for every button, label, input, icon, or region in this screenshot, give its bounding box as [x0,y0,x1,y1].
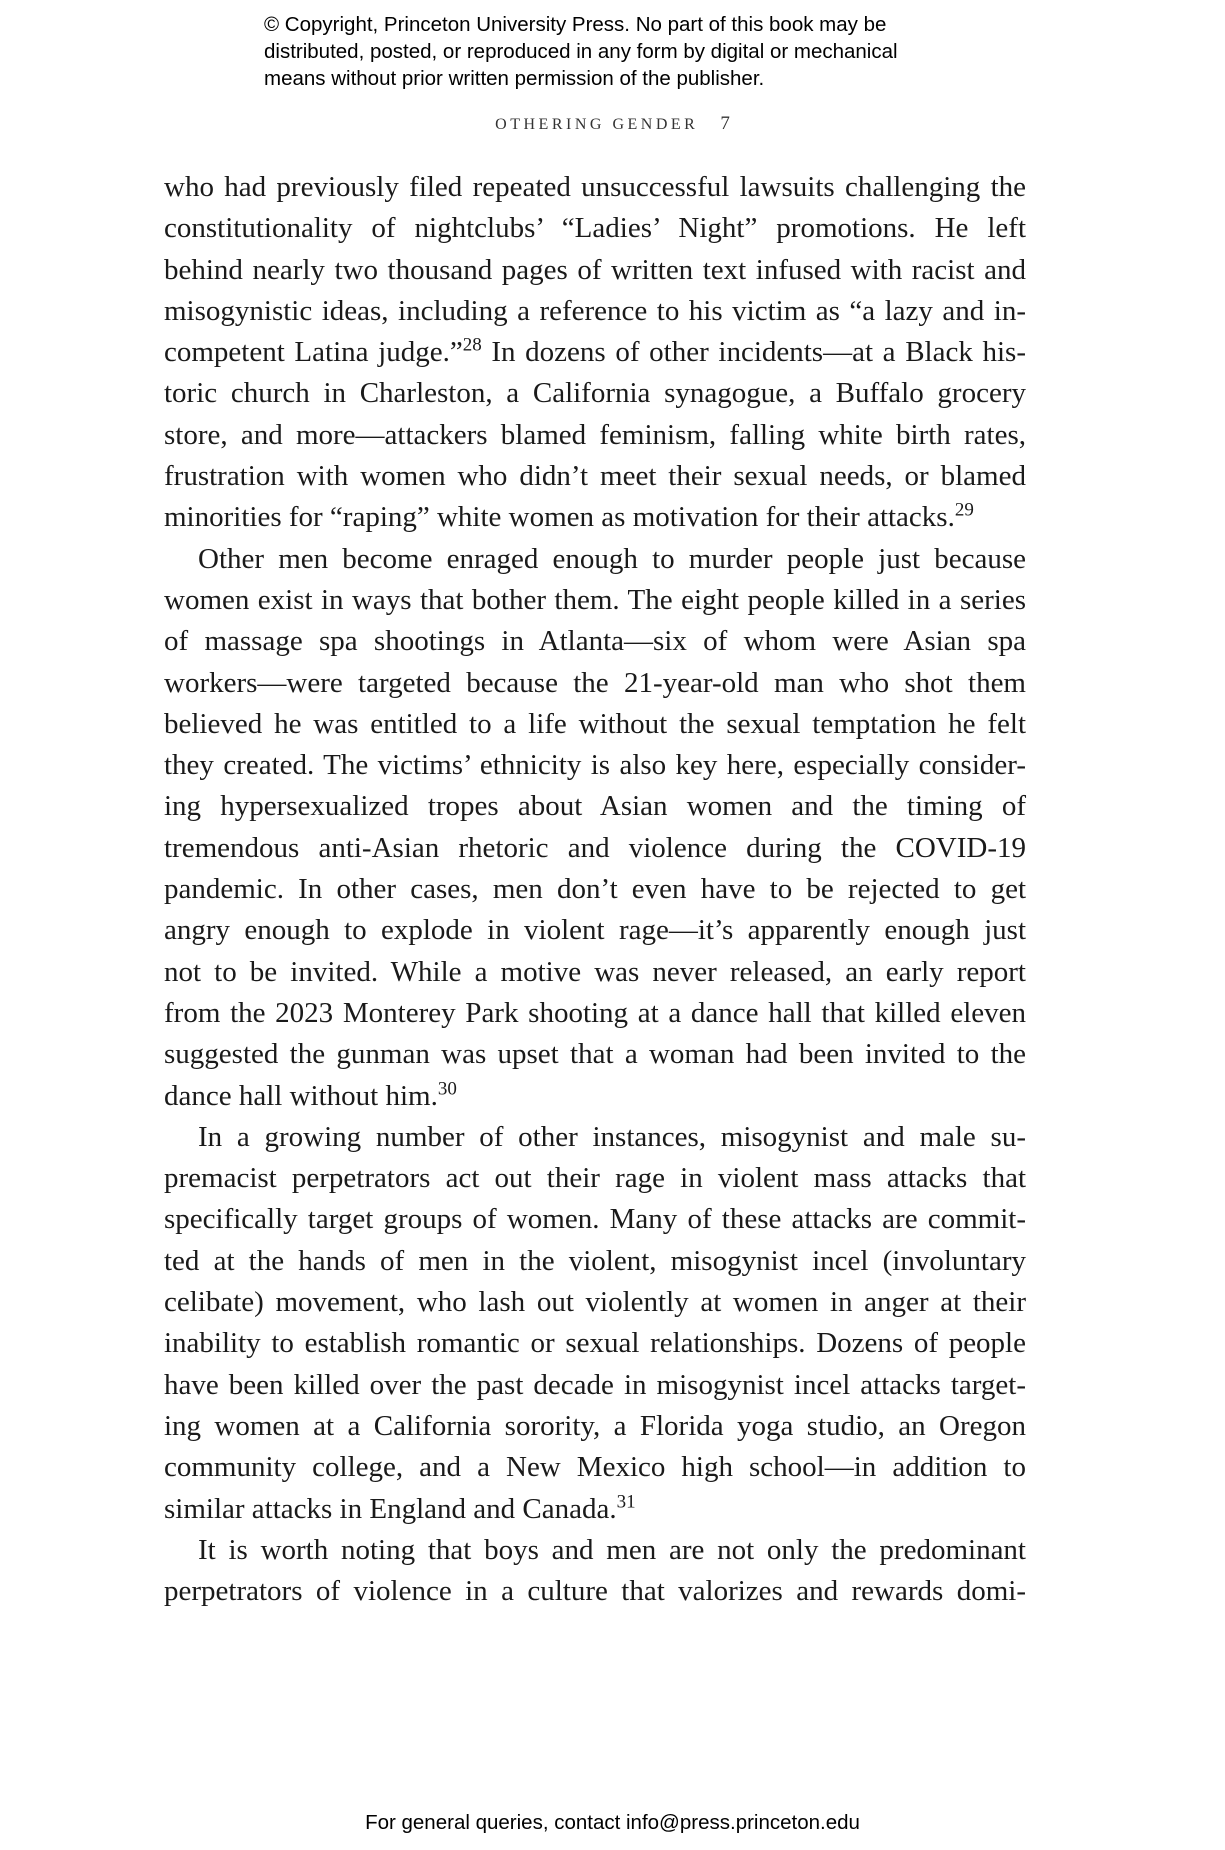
running-head [0,113,1225,135]
text-line: ing hypersexualized tropes about Asian women and the timing of [164,790,1026,823]
text-line: suggested the gunman was upset that a woman had been invited to the [164,1038,1026,1071]
paragraph [164,539,1026,1117]
text-line: not to be invited. While a motive was never released, an early report [164,955,1026,988]
text-line: store, and more—attackers blamed feminism, falling white birth rates, [164,418,1026,451]
text-line: premacist perpetrators act out their rage in violent mass attacks that [164,1162,1026,1195]
paragraph [164,1117,1026,1530]
footnote-marker[interactable]: 29 [954,499,974,521]
text-line: frustration with women who didn’t meet their sexual needs, or blamed [164,460,1026,493]
text-line: Other men become enraged enough to murder people just because [198,542,1026,575]
text-line: ing women at a California sorority, a Florida yoga studio, an Oregon [164,1409,1026,1442]
text-line: they created. The victims’ ethnicity is also key here, especially consider- [164,749,1026,782]
text-segment: minorities for “raping” white women as motivation for their attacks. [164,501,955,534]
text-line: of massage spa shootings in Atlanta—six of whom were Asian spa [164,625,1026,658]
text-segment: competent Latina judge.” [164,336,463,369]
text-line: pandemic. In other cases, men don’t even have to be rejected to get [164,873,1026,906]
text-line [164,1076,1026,1117]
text-line: women exist in ways that bother them. The eight people killed in a series [164,583,1026,616]
footnote-marker[interactable]: 30 [437,1078,457,1100]
text-line [164,497,1026,538]
footnote-marker[interactable]: 28 [462,334,482,356]
page-number: 7 [720,113,730,134]
copyright-line: distributed, posted, or reproduced in any form by digital or mechanical [264,40,898,63]
body-text [164,167,1026,1612]
text-line [164,332,1026,373]
text-line: behind nearly two thousand pages of written text infused with racist and [164,253,1026,286]
copyright-notice [264,11,1024,92]
text-line: tremendous anti-Asian rhetoric and violence during the COVID-19 [164,831,1026,864]
chapter-title: OTHERING GENDER [495,116,699,133]
footer-contact: For general queries, contact info@press.princeton.edu [365,1811,860,1834]
text-line: specifically target groups of women. Many of these attacks are commit- [164,1203,1026,1236]
text-line [164,1489,1026,1530]
text-line: misogynistic ideas, including a reference to his victim as “a lazy and in- [164,294,1026,327]
paragraph [164,167,1026,539]
text-line: have been killed over the past decade in misogynist incel attacks target- [164,1368,1026,1401]
text-line: perpetrators of violence in a culture that valorizes and rewards domi- [164,1575,1026,1608]
text-line: believed he was entitled to a life without the sexual temptation he felt [164,707,1026,740]
text-line: workers—were targeted because the 21-year-old man who shot them [164,666,1026,699]
text-line: constitutionality of nightclubs’ “Ladies’ Night” promotions. He left [164,212,1026,245]
text-line: angry enough to explode in violent rage—it’s apparently enough just [164,914,1026,947]
text-line: toric church in Charleston, a California synagogue, a Buffalo grocery [164,377,1026,410]
text-line: who had previously filed repeated unsuccessful lawsuits challenging the [164,171,1026,203]
text-line: from the 2023 Monterey Park shooting at a dance hall that killed eleven [164,996,1026,1029]
text-segment: dance hall without him. [164,1079,438,1112]
copyright-line: © Copyright, Princeton University Press. No part of this book may be [264,13,887,36]
text-line: inability to establish romantic or sexual relationships. Dozens of people [164,1327,1026,1360]
text-segment: In dozens of other incidents—at a Black his- [481,336,1026,369]
copyright-line: means without prior written permission of the publisher. [264,67,765,90]
paragraph [164,1530,1026,1613]
text-line: community college, and a New Mexico high school—in addition to [164,1451,1026,1484]
text-line: celibate) movement, who lash out violently at women in anger at their [164,1286,1026,1319]
text-segment: similar attacks in England and Canada. [164,1492,617,1525]
text-line: ted at the hands of men in the violent, misogynist incel (involuntary [164,1244,1026,1277]
footnote-marker[interactable]: 31 [616,1491,636,1513]
text-line: In a growing number of other instances, misogynist and male su- [198,1120,1026,1153]
text-line: It is worth noting that boys and men are not only the predominant [198,1533,1026,1566]
